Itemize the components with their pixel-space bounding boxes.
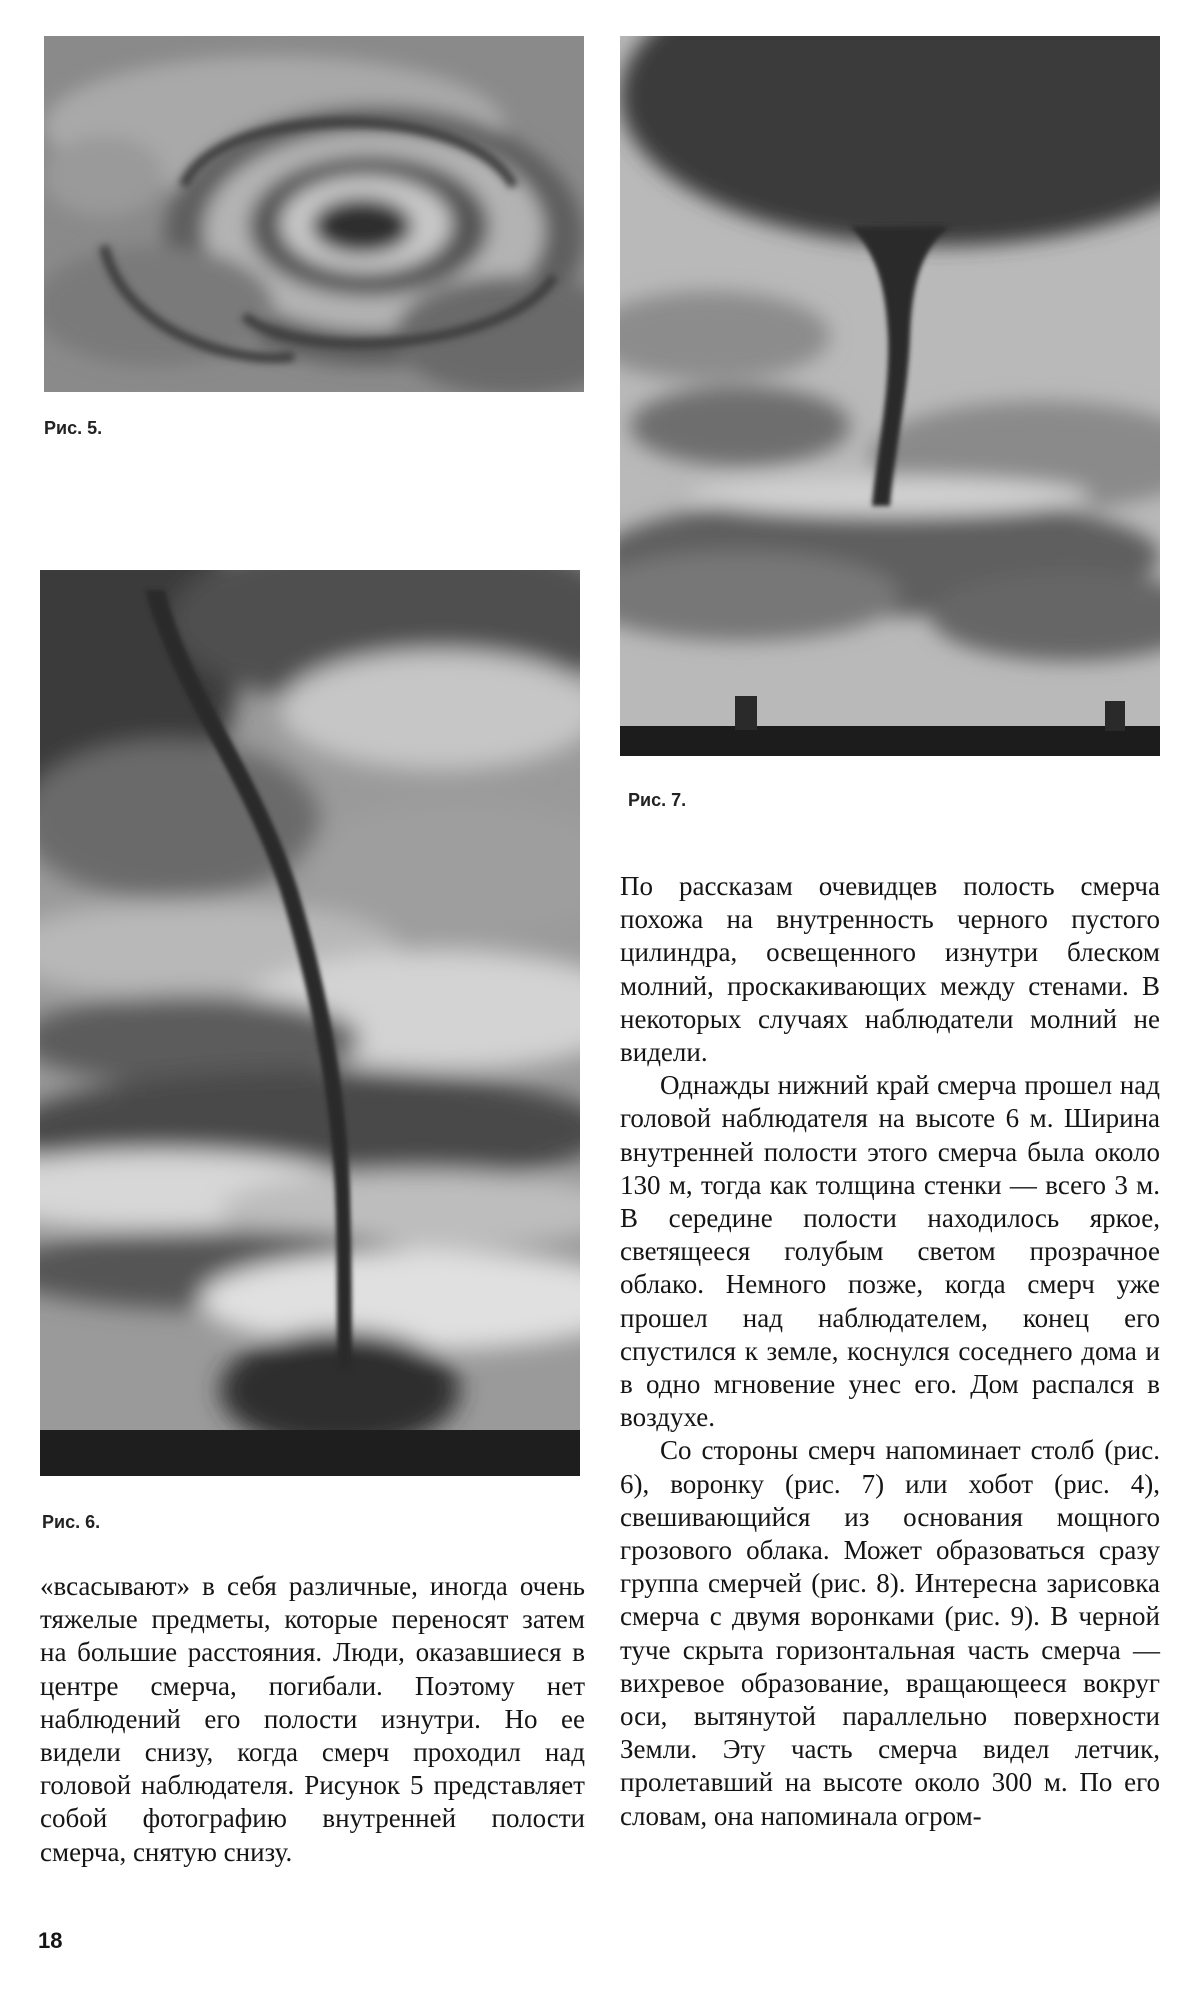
right-text-column bbox=[620, 870, 1160, 1833]
figure-7-caption: Рис. 7. bbox=[628, 790, 687, 810]
right-paragraph-2: Однажды нижний край смерча прошел над головой наблюдателя на высоте 6 м. Ширина внутренней полости этого смерча была около 130 м, тогда как толщина стенки — всего 3 м. В середине полости находилось яркое, светящееся голубым светом прозрачное облако. Немного позже, когда смерч уже прошел над наблюдателем, конец его спустился к земле, коснулся соседнего дома и в одно мгновение унес его. Дом распался в воздухе. bbox=[620, 1070, 1160, 1433]
figure-6-photo bbox=[40, 570, 580, 1476]
figure-5-photo bbox=[44, 36, 584, 392]
page-number: 18 bbox=[38, 1928, 63, 1953]
figure-5-caption: Рис. 5. bbox=[44, 418, 103, 438]
left-text-column bbox=[40, 1570, 585, 1869]
left-paragraph: «всасывают» в себя различные, иногда очень тяжелые предметы, которые переносят затем на большие расстояния. Люди, оказавшиеся в центре смерча, погибали. Поэтому нет наблюдений его полости изнутри. Но ее видели снизу, когда смерч проходил над головой наблюдателя. Рисунок 5 представляет собой фотографию внутренней полости смерча, снятую снизу. bbox=[40, 1571, 585, 1867]
figure-6-caption: Рис. 6. bbox=[42, 1512, 101, 1532]
right-paragraph-3: Со стороны смерч напоминает столб (рис. 6), воронку (рис. 7) или хобот (рис. 4), свешивающийся из основания мощного грозового облака. Может образоваться сразу группа смерчей (рис. 8). Интересна зарисовка смерча с двумя воронками (рис. 9). В черной туче скрыта горизонтальная часть смерча — вихревое образование, вращающееся вокруг оси, вытянутой параллельно поверхности Земли. Эту часть смерча видел летчик, пролетавший на высоте около 300 м. По его словам, она напоминала огром- bbox=[620, 1435, 1160, 1831]
right-paragraph-1: По рассказам очевидцев полость смерча похожа на внутренность черного пустого цилиндра, освещенного изнутри блеском молний, проскакивающих между стенами. В некоторых случаях наблюдатели молний не видели. bbox=[620, 871, 1160, 1068]
figure-7-photo bbox=[620, 36, 1160, 756]
